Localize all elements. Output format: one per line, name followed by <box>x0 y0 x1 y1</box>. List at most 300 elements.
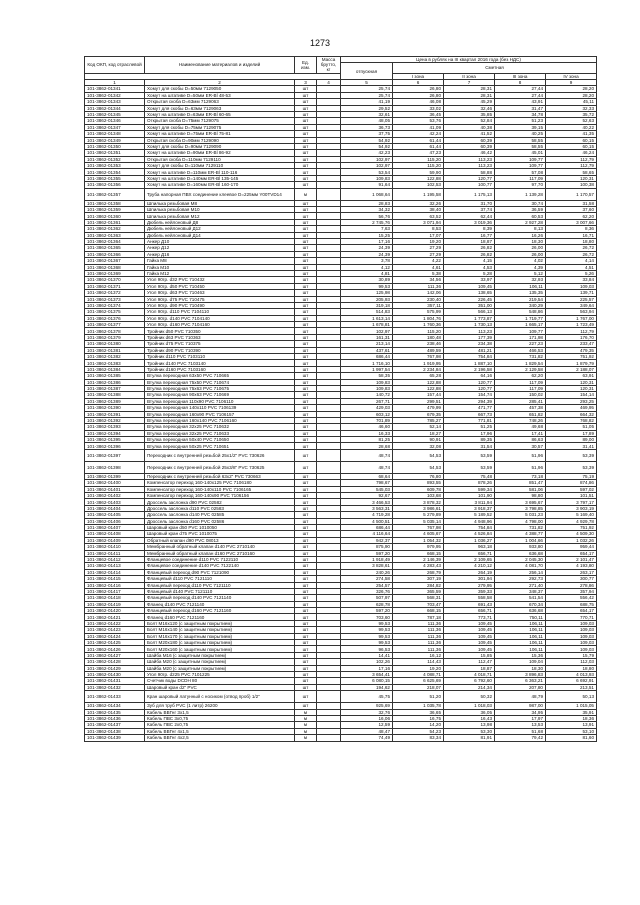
cell-code: 101-3862-01414 <box>85 569 145 575</box>
cell-name: Болт М16x140 (с защитным покрытием) <box>145 627 295 633</box>
cell-unit: шт <box>295 537 317 543</box>
cell-unit: шт <box>295 150 317 156</box>
cell-code: 101-3862-01347 <box>85 124 145 130</box>
cell-code: 101-3862-01341 <box>85 86 145 92</box>
cell-unit: шт <box>295 118 317 124</box>
cell-price-zone-3: 36,59 <box>495 207 546 213</box>
cell-code: 101-3862-01390 <box>85 405 145 411</box>
cell-price-zone-4: 654,17 <box>546 550 597 556</box>
cell-price-otpusk: 875,90 <box>341 544 393 550</box>
cell-code: 101-3862-01373 <box>85 296 145 302</box>
cell-name: Фланец d160 PVC 7121160 <box>145 614 295 620</box>
cell-price-otpusk: 28,83 <box>341 200 393 206</box>
cell-unit: шт <box>295 531 317 537</box>
cell-code: 101-3862-01364 <box>85 238 145 244</box>
cell-price-zone-2: 109,45 <box>444 646 495 652</box>
cell-name: Втулка переходная 140x110 PVC 7106139 <box>145 405 295 411</box>
cell-price-otpusk: 102,97 <box>341 328 393 334</box>
cell-code: 101-3862-01357 <box>85 188 145 200</box>
cell-price-zone-1: 36,45 <box>393 111 444 117</box>
cell-price-otpusk: 15,25 <box>341 232 393 238</box>
cell-name: Переходник с внутренней резьбой 25x3/8" PVC 730625 <box>145 461 295 473</box>
table-row <box>85 188 597 200</box>
cell-price-zone-2: 53,30 <box>444 728 495 734</box>
cell-price-zone-3: 73,18 <box>495 473 546 479</box>
cell-price-zone-2: 2 196,58 <box>444 366 495 372</box>
cell-name: Хомут на штативе D=110мм ER-Bl 110-116 <box>145 169 295 175</box>
cell-unit: шт <box>295 105 317 111</box>
cell-price-zone-3: 541,54 <box>495 595 546 601</box>
cell-price-zone-1: 41,09 <box>393 124 444 130</box>
cell-price-otpusk: 597,20 <box>341 608 393 614</box>
cell-price-zone-4: 4,51 <box>546 264 597 270</box>
cell-price-zone-1: 34,56 <box>393 277 444 283</box>
cell-unit: шт <box>295 480 317 486</box>
cell-price-otpusk: 25,74 <box>341 92 393 98</box>
cell-price-zone-3: 271,40 <box>495 582 546 588</box>
cell-name: Открытая скоба D=90мм 7129090 <box>145 137 295 143</box>
cell-price-zone-1: 785,27 <box>393 417 444 423</box>
cell-unit: шт <box>295 258 317 264</box>
cell-price-zone-3: 135,35 <box>495 290 546 296</box>
cell-name: Шаровый кран d50 PVC 1010050 <box>145 525 295 531</box>
cell-price-zone-2: 481,21 <box>444 347 495 353</box>
cell-price-zone-3: 5 031,23 <box>495 512 546 518</box>
cell-code: 101-3862-01439 <box>85 735 145 741</box>
cell-price-zone-2: 40,38 <box>444 124 495 130</box>
cell-price-zone-2: 773,71 <box>444 614 495 620</box>
cell-unit: шт <box>295 646 317 652</box>
cell-price-zone-2: 50,32 <box>444 691 495 703</box>
cell-price-zone-3: 17,97 <box>495 715 546 721</box>
cell-price-zone-4: 112,03 <box>546 659 597 665</box>
cell-unit: шт <box>295 270 317 276</box>
header-smetnaya: Сметная <box>393 63 597 73</box>
cell-price-otpusk: 603,12 <box>341 411 393 417</box>
cell-price-zone-4: 33,84 <box>546 277 597 283</box>
cell-price-zone-2: 109,45 <box>444 640 495 646</box>
cell-price-otpusk: 109,83 <box>341 379 393 385</box>
cell-code: 101-3862-01358 <box>85 200 145 206</box>
cell-name: Угол 90гр. d50 PVC 710450 <box>145 283 295 289</box>
cell-price-zone-1: 8,53 <box>393 226 444 232</box>
cell-price-zone-1: 6 625,69 <box>393 678 444 684</box>
cell-code: 101-3862-01346 <box>85 118 145 124</box>
cell-price-otpusk: 91,64 <box>341 182 393 188</box>
cell-price-otpusk: 14,41 <box>341 652 393 658</box>
cell-price-otpusk: 81,25 <box>341 437 393 443</box>
cell-price-otpusk: 514,83 <box>341 309 393 315</box>
cell-unit: шт <box>295 175 317 181</box>
cell-price-zone-4: 109,03 <box>546 640 597 646</box>
cell-price-otpusk: 99,53 <box>341 283 393 289</box>
cell-price-zone-1: 111,36 <box>393 646 444 652</box>
cell-price-zone-3: 51,96 <box>495 449 546 461</box>
cell-price-otpusk: 240,26 <box>341 569 393 575</box>
cell-price-zone-2: 1 175,13 <box>444 188 495 200</box>
cell-code: 101-3862-01382 <box>85 354 145 360</box>
cell-price-zone-2: 214,34 <box>444 684 495 690</box>
cell-price-zone-3: 1 139,28 <box>495 188 546 200</box>
cell-price-zone-1: 575,99 <box>393 309 444 315</box>
cell-name: Труба напорная ПВХ соединение клеевое D=225мм Y00TVD14 <box>145 188 295 200</box>
cell-price-otpusk: 319,18 <box>341 302 393 308</box>
cell-unit: шт <box>295 633 317 639</box>
cell-price-zone-2: 100,77 <box>444 182 495 188</box>
cell-price-zone-1: 63,52 <box>393 213 444 219</box>
cell-unit: шт <box>295 443 317 449</box>
cell-price-zone-3: 106,11 <box>495 646 546 652</box>
cell-price-zone-2: 3 811,94 <box>444 499 495 505</box>
cell-code: 101-3862-01398 <box>85 461 145 473</box>
cell-price-zone-2: 754,84 <box>444 525 495 531</box>
cell-price-zone-2: 58,88 <box>444 169 495 175</box>
cell-price-zone-2: 113,23 <box>444 163 495 169</box>
cell-unit: шт <box>295 550 317 556</box>
cell-name: Хомут на штативе D=50мм ER-Bl 48-53 <box>145 92 295 98</box>
cell-price-zone-1: 111,36 <box>393 283 444 289</box>
cell-code: 101-3862-01430 <box>85 671 145 677</box>
cell-price-otpusk: 703,60 <box>341 614 393 620</box>
cell-unit: м <box>295 722 317 728</box>
cell-price-zone-3: 117,09 <box>495 379 546 385</box>
cell-mass <box>317 449 341 461</box>
cell-price-zone-1: 27,29 <box>393 245 444 251</box>
cell-unit: шт <box>295 366 317 372</box>
cell-price-zone-4: 63,91 <box>546 373 597 379</box>
cell-price-zone-4: 5,26 <box>546 270 597 276</box>
cell-price-zone-2: 4,15 <box>444 258 495 264</box>
cell-price-zone-4: 35,72 <box>546 111 597 117</box>
cell-price-otpusk: 3 654,41 <box>341 671 393 677</box>
cell-price-zone-1: 19,20 <box>393 238 444 244</box>
cell-name: Шаровый кран d2" PVC <box>145 684 295 690</box>
cell-name: Хомут для скобы D=75мм 7129075 <box>145 124 295 130</box>
cell-price-zone-1: 59,90 <box>393 169 444 175</box>
cell-price-zone-4: 1 032,26 <box>546 537 597 543</box>
cell-price-zone-3: 581,06 <box>495 486 546 492</box>
cell-unit: шт <box>295 379 317 385</box>
cell-price-zone-3: 4,39 <box>495 264 546 270</box>
cell-price-zone-1: 703,47 <box>393 601 444 607</box>
cell-price-zone-4: 139,71 <box>546 290 597 296</box>
cell-price-zone-2: 351,00 <box>444 302 495 308</box>
cell-price-zone-2: 18,87 <box>444 665 495 671</box>
cell-price-zone-1: 76,80 <box>393 473 444 479</box>
cell-price-zone-3: 106,11 <box>495 620 546 626</box>
header-unit: Ед. изм. <box>295 57 317 74</box>
cell-price-zone-4: 3 797,17 <box>546 499 597 505</box>
cell-price-zone-4: 4 509,30 <box>546 531 597 537</box>
cell-price-otpusk: 96,53 <box>341 646 393 652</box>
cell-name: Шайба М16 (с защитным покрытием) <box>145 652 295 658</box>
cell-code: 101-3862-01431 <box>85 678 145 684</box>
cell-price-zone-1: 157,44 <box>393 392 444 398</box>
cell-price-otpusk: 1 997,54 <box>341 366 393 372</box>
cell-price-otpusk: 429,03 <box>341 405 393 411</box>
cell-price-zone-3: 98,80 <box>495 493 546 499</box>
cell-price-zone-3: 3 798,85 <box>495 505 546 511</box>
cell-price-otpusk: 140,72 <box>341 392 393 398</box>
cell-price-zone-3: 651,82 <box>495 411 546 417</box>
cell-unit: шт <box>295 576 317 582</box>
cell-price-zone-2: 656,71 <box>444 550 495 556</box>
cell-price-zone-2: 109,45 <box>444 627 495 633</box>
cell-unit: шт <box>295 411 317 417</box>
col-index: 3 <box>295 80 317 86</box>
cell-name: Фланцевый d110 PVC 7121110 <box>145 576 295 582</box>
page-number: 1273 <box>309 38 331 48</box>
cell-price-zone-1: 122,88 <box>393 175 444 181</box>
cell-price-otpusk: 254,57 <box>341 582 393 588</box>
cell-price-otpusk: 54,92 <box>341 137 393 143</box>
cell-price-zone-1: 111,36 <box>393 620 444 626</box>
cell-price-zone-2: 18,87 <box>444 238 495 244</box>
cell-price-zone-4: 8,36 <box>546 226 597 232</box>
header-zone-1: I зона <box>393 73 444 79</box>
cell-price-zone-2: 26,82 <box>444 251 495 257</box>
cell-price-otpusk: 30,89 <box>341 277 393 283</box>
cell-code: 101-3862-01405 <box>85 512 145 518</box>
cell-price-zone-1: 14,20 <box>393 722 444 728</box>
cell-price-zone-2: 226,45 <box>444 296 495 302</box>
cell-mass <box>317 188 341 200</box>
cell-price-zone-3: 6 363,21 <box>495 678 546 684</box>
cell-name: Хомут для скобы D=90мм 7129090 <box>145 143 295 149</box>
col-index: 9 <box>546 80 597 86</box>
cell-price-otpusk: 29,52 <box>341 105 393 111</box>
col-index: 5 <box>341 80 393 86</box>
cell-code: 101-3862-01375 <box>85 309 145 315</box>
table-row <box>85 735 597 741</box>
cell-price-zone-3: 256,14 <box>495 569 546 575</box>
cell-price-zone-3: 636,68 <box>495 550 546 556</box>
cell-price-zone-1: 2 146,39 <box>393 556 444 562</box>
cell-unit: шт <box>295 691 317 703</box>
cell-price-zone-3: 5,12 <box>495 270 546 276</box>
cell-price-zone-2: 2 109,65 <box>444 556 495 562</box>
cell-price-zone-4: 4,14 <box>546 258 597 264</box>
cell-code: 101-3862-01372 <box>85 290 145 296</box>
cell-price-zone-4: 225,57 <box>546 296 597 302</box>
cell-price-zone-2: 113,23 <box>444 328 495 334</box>
cell-price-zone-1: 668,15 <box>393 550 444 556</box>
cell-price-zone-2: 471,77 <box>444 405 495 411</box>
cell-price-zone-1: 479,99 <box>393 405 444 411</box>
cell-price-zone-4: 1 879,79 <box>546 360 597 366</box>
cell-price-zone-3: 16,26 <box>495 232 546 238</box>
cell-name: Фланцевый переход d140 PVC 7121140 <box>145 595 295 601</box>
cell-price-zone-2: 33,97 <box>444 277 495 283</box>
cell-code: 101-3862-01419 <box>85 601 145 607</box>
cell-price-zone-4: 28,20 <box>546 92 597 98</box>
cell-price-zone-3: 30,74 <box>495 200 546 206</box>
cell-price-zone-2: 26,82 <box>444 245 495 251</box>
cell-price-zone-1: 489,59 <box>393 347 444 353</box>
cell-unit: шт <box>295 437 317 443</box>
cell-name: Фланцевое соединение d110 PVC 7122110 <box>145 556 295 562</box>
cell-price-zone-4: 18,36 <box>546 715 597 721</box>
cell-price-zone-1: 16,75 <box>393 715 444 721</box>
cell-price-zone-4: 278,86 <box>546 582 597 588</box>
cell-price-zone-2: 4 018,71 <box>444 671 495 677</box>
cell-price-zone-1: 51,20 <box>393 691 444 703</box>
cell-price-zone-2: 60,39 <box>444 137 495 143</box>
cell-price-zone-1: 61,44 <box>393 137 444 143</box>
cell-price-zone-3: 340,29 <box>495 302 546 308</box>
cell-name: Угол 90гр. d75 PVC 710475 <box>145 296 295 302</box>
cell-price-zone-4: 4 193,80 <box>546 563 597 569</box>
cell-unit: шт <box>295 405 317 411</box>
cell-price-zone-1: 42,24 <box>393 131 444 137</box>
cell-price-zone-4: 1 015,05 <box>546 703 597 709</box>
cell-name: Хомут на штативе D=90мм ER-Bl 86-92 <box>145 150 295 156</box>
cell-price-zone-2: 599,34 <box>444 486 495 492</box>
cell-price-zone-3: 150,02 <box>495 392 546 398</box>
cell-price-zone-2: 264,19 <box>444 569 495 575</box>
cell-price-zone-1: 1 919,95 <box>393 360 444 366</box>
cell-price-zone-3: 45,01 <box>495 150 546 156</box>
cell-code: 101-3862-01386 <box>85 379 145 385</box>
cell-price-zone-3: 4 798,00 <box>495 518 546 524</box>
cell-code: 101-3862-01374 <box>85 302 145 308</box>
cell-price-zone-4: 597,02 <box>546 486 597 492</box>
cell-price-zone-4: 26,72 <box>546 245 597 251</box>
cell-price-zone-4: 52,63 <box>546 118 597 124</box>
header-otpusknaya: отпускная <box>341 63 393 80</box>
cell-price-otpusk: 42,23 <box>341 150 393 156</box>
cell-name: Хомут на штативе D=75мм ER-Bl 75-81 <box>145 131 295 137</box>
cell-price-zone-3: 117,09 <box>495 175 546 181</box>
cell-price-zone-2: 46,42 <box>444 150 495 156</box>
cell-code: 101-3862-01437 <box>85 722 145 728</box>
cell-code: 101-3862-01425 <box>85 640 145 646</box>
cell-name: Фланцевый переход d110 PVC 7121110 <box>145 582 295 588</box>
cell-code: 101-3862-01415 <box>85 576 145 582</box>
cell-price-otpusk: 161,31 <box>341 334 393 340</box>
cell-price-zone-1: 893,55 <box>393 480 444 486</box>
cell-price-otpusk: 99,53 <box>341 627 393 633</box>
cell-unit: шт <box>295 398 317 404</box>
cell-price-zone-4: 109,03 <box>546 633 597 639</box>
cell-price-zone-1: 53,76 <box>393 118 444 124</box>
cell-code: 101-3862-01417 <box>85 588 145 594</box>
cell-price-zone-4: 40,22 <box>546 124 597 130</box>
cell-price-zone-3: 4 388,77 <box>495 531 546 537</box>
cell-name: Анкер Д12 <box>145 245 295 251</box>
cell-name: Дроссель заслонка d110 PVC 02583 <box>145 505 295 511</box>
header-price-title: Цена в рублях на III квартал 2016 года (без НДС) <box>341 57 597 63</box>
cell-price-zone-4: 4 929,78 <box>546 518 597 524</box>
cell-price-zone-3: 750,11 <box>495 614 546 620</box>
cell-price-otpusk: 437,61 <box>341 347 393 353</box>
cell-price-otpusk: 4 719,28 <box>341 512 393 518</box>
cell-price-zone-4: 15,79 <box>546 652 597 658</box>
cell-code: 101-3862-01368 <box>85 264 145 270</box>
cell-code: 101-3862-01345 <box>85 111 145 117</box>
cell-code: 101-3862-01383 <box>85 360 145 366</box>
cell-mass <box>317 691 341 703</box>
cell-price-zone-4: 688,75 <box>546 601 597 607</box>
cell-price-zone-3: 34,78 <box>495 111 546 117</box>
cell-name: Тройник d75 PVC 710375 <box>145 341 295 347</box>
cell-price-otpusk: 48,74 <box>341 461 393 473</box>
cell-price-zone-1: 5,38 <box>393 270 444 276</box>
cell-name: Гайка М10 <box>145 264 295 270</box>
cell-code: 101-3862-01362 <box>85 226 145 232</box>
cell-price-zone-1: 1 760,36 <box>393 322 444 328</box>
cell-code: 101-3862-01365 <box>85 245 145 251</box>
cell-price-zone-2: 101,90 <box>444 493 495 499</box>
table-row <box>85 461 597 473</box>
cell-unit: шт <box>295 238 317 244</box>
cell-unit: м <box>295 735 317 741</box>
cell-unit: шт <box>295 207 317 213</box>
cell-price-zone-1: 111,36 <box>393 640 444 646</box>
cell-code: 101-3862-01371 <box>85 283 145 289</box>
cell-price-zone-3: 227,23 <box>495 341 546 347</box>
cell-price-zone-4: 120,31 <box>546 175 597 181</box>
cell-name: Тройник d90 PVC 710390 <box>145 347 295 353</box>
cell-price-zone-4: 60,15 <box>546 143 597 149</box>
cell-price-otpusk: 25,74 <box>341 86 393 92</box>
cell-price-zone-1: 54,23 <box>393 728 444 734</box>
cell-price-zone-2: 28,31 <box>444 86 495 92</box>
col-index: 4 <box>317 80 341 86</box>
cell-name: Мембранный обратный клапан d140 PVC 2710140 <box>145 544 295 550</box>
cell-price-zone-4: 556,42 <box>546 595 597 601</box>
cell-unit: шт <box>295 131 317 137</box>
cell-name: Тройник d50 PVC 710350 <box>145 328 295 334</box>
cell-price-zone-1: 1 804,76 <box>393 315 444 321</box>
cell-name: Втулка переходная 50x25 PVC 710651 <box>145 443 295 449</box>
cell-price-zone-1: 122,88 <box>393 385 444 391</box>
cell-price-otpusk: 925,69 <box>341 703 393 709</box>
cell-code: 101-3862-01352 <box>85 156 145 162</box>
cell-name: Угол 90гр. d160 PVC 7104160 <box>145 322 295 328</box>
cell-price-zone-2: 4 948,96 <box>444 518 495 524</box>
cell-price-zone-4: 770,71 <box>546 614 597 620</box>
cell-unit: шт <box>295 354 317 360</box>
cell-unit: шт <box>295 322 317 328</box>
cell-price-zone-4: 751,92 <box>546 354 597 360</box>
cell-name: Угол 90гр. d140 PVC 7104140 <box>145 315 295 321</box>
cell-price-zone-2: 154,74 <box>444 392 495 398</box>
cell-code: 101-3862-01384 <box>85 366 145 372</box>
cell-price-zone-2: 41,52 <box>444 131 495 137</box>
cell-price-zone-2: 1 773,87 <box>444 315 495 321</box>
cell-price-zone-2: 120,77 <box>444 175 495 181</box>
cell-name: Шпилька резьбовая М10 <box>145 207 295 213</box>
cell-code: 101-3862-01421 <box>85 614 145 620</box>
cell-code: 101-3862-01406 <box>85 518 145 524</box>
cell-price-zone-4: 293,25 <box>546 398 597 404</box>
cell-price-otpusk: 4,12 <box>341 264 393 270</box>
cell-price-zone-3: 43,91 <box>495 99 546 105</box>
cell-price-otpusk: 7,63 <box>341 226 393 232</box>
cell-price-zone-1: 47,23 <box>393 150 444 156</box>
cell-name: Компенсатор переход 160-140x90 PVC 7106156 <box>145 493 295 499</box>
cell-price-zone-3: 933,80 <box>495 544 546 550</box>
cell-price-zone-2: 109,45 <box>444 283 495 289</box>
cell-unit: шт <box>295 111 317 117</box>
cell-price-zone-2: 359,33 <box>444 588 495 594</box>
cell-price-zone-2: 963,18 <box>444 544 495 550</box>
cell-unit: шт <box>295 652 317 658</box>
cell-price-otpusk: 102,97 <box>341 163 393 169</box>
cell-price-zone-1: 38,40 <box>393 207 444 213</box>
cell-unit: шт <box>295 486 317 492</box>
